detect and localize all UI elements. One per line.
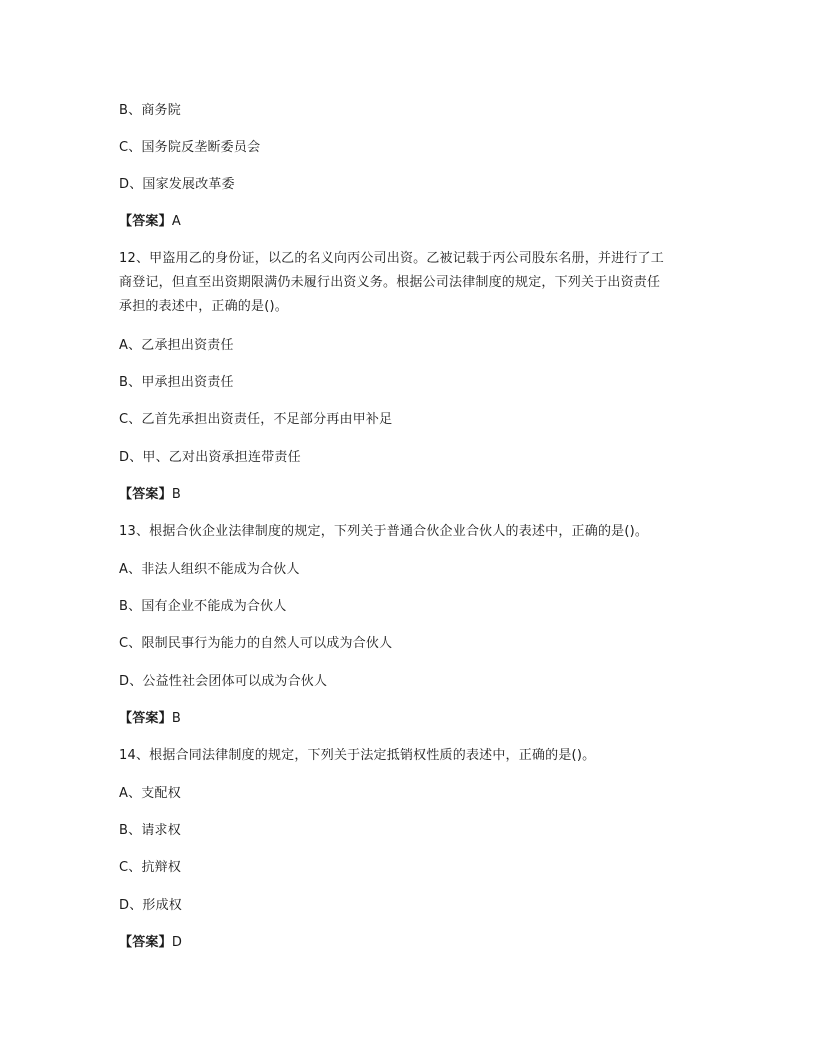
q14-answer [119,934,699,952]
q14-option-b: B、请求权 [119,823,181,838]
q13-answer [119,710,699,728]
q11-option-d: D、国家发展改革委 [119,177,235,192]
q13-option-b: B、国有企业不能成为合伙人 [119,599,287,614]
answer-value: D [171,935,183,950]
q12-answer [119,486,699,504]
answer-label: 【答案】 [119,935,172,950]
q12-question-line-3: 承担的表述中，正确的是()。 [119,299,288,314]
q14-option-c: C、抗辩权 [119,860,182,875]
q13-option-d: D、公益性社会团体可以成为合伙人 [119,674,328,689]
q13-option-c: C、限制民事行为能力的自然人可以成为合伙人 [119,636,393,651]
answer-value: A [171,214,181,229]
q11-option-c: C、国务院反垄断委员会 [119,140,261,155]
q14-option-a: A、支配权 [119,786,181,801]
q12-question-line-2: 商登记，但直至出资期限满仍未履行出资义务。根据公司法律制度的规定，下列关于出资责任 [119,275,661,290]
answer-label: 【答案】 [119,214,172,229]
q12-question-line-1: 12、甲盗用乙的身份证，以乙的名义向丙公司出资。乙被记载于丙公司股东名册，并进行了工 [119,251,664,266]
q11-answer [119,213,699,231]
answer-value: B [171,487,181,502]
answer-label: 【答案】 [119,487,172,502]
q12-option-a: A、乙承担出资责任 [119,338,234,353]
q14-question-line-1: 14、根据合同法律制度的规定，下列关于法定抵销权性质的表述中，正确的是()。 [119,748,596,763]
q13-option-a: A、非法人组织不能成为合伙人 [119,562,300,577]
answer-label: 【答案】 [119,711,172,726]
q12-option-b: B、甲承担出资责任 [119,375,234,390]
q12-option-c: C、乙首先承担出资责任，不足部分再由甲补足 [119,412,393,427]
q11-option-b: B、商务院 [119,103,181,118]
answer-value: B [171,711,181,726]
q14-option-d: D、形成权 [119,898,183,913]
q12-option-d: D、甲、乙对出资承担连带责任 [119,450,301,465]
q13-question-line-1: 13、根据合伙企业法律制度的规定，下列关于普通合伙企业合伙人的表述中，正确的是()。 [119,524,649,539]
